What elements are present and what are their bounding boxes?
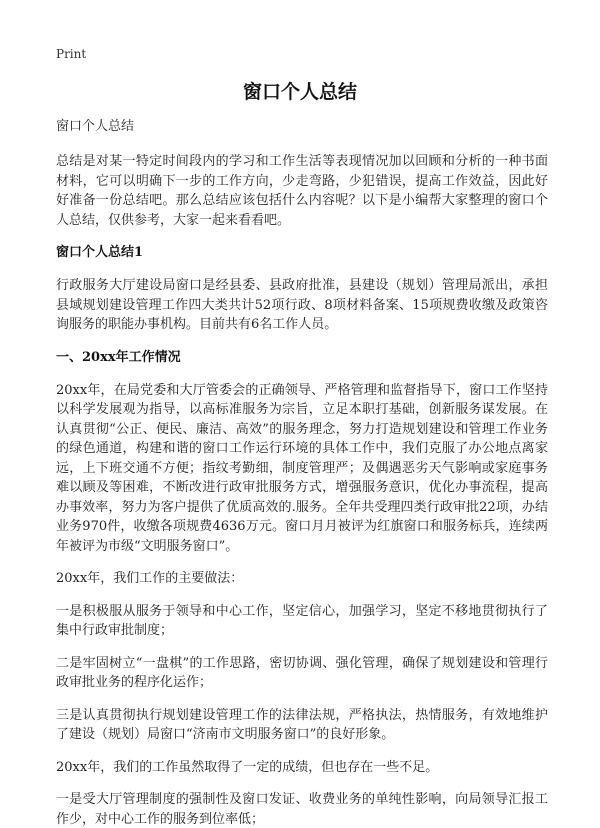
- paragraph: 三是认真贯彻执行规划建设管理工作的法律法规，严格执法，热情服务，有效地维护了建设（规划）局窗口“济南市文明服务窗口”的良好形象。: [56, 707, 548, 742]
- paragraph: 行政服务大厅建设局窗口是经县委、县政府批准，县建设（规划）管理局派出，承担县域规划建设管理工作四大类共计52项行政、8项材料备案、15项规费收缴及政策咨询服务的职能办事机构。目前共有6名工作人员。: [56, 278, 548, 332]
- paragraph: 一是积极服从服务于领导和中心工作，坚定信心，加强学习，坚定不移地贯彻执行了集中行政审批制度；: [56, 603, 548, 638]
- document-body: [56, 117, 548, 828]
- document-subtitle: 窗口个人总结: [56, 119, 135, 134]
- paragraph: 20xx年，我们的工作虽然取得了一定的成绩，但也存在一些不足。: [56, 759, 439, 775]
- sub-heading: 一、20xx年工作情况: [56, 349, 181, 365]
- paragraph: 二是牢固树立“一盘棋”的工作思路，密切协调、强化管理，确保了规划建设和管理行政审批业务的程序化运作；: [56, 655, 548, 690]
- print-link[interactable]: Print: [56, 47, 87, 61]
- section-heading: 窗口个人总结1: [56, 245, 144, 260]
- paragraph: 20xx年，在局党委和大厅管委会的正确领导、严格管理和监督指导下，窗口工作坚持以科学发展观为指导，以高标准服务为宗旨，立足本职打基础，创新服务谋发展。在认真贯彻“公正、便民、廉洁、高效”的服务理念，努力打造规划建设和管理工作业务的绿色通道，构建和谐的窗口工作运行环境的具体工作中，我们克服了办公地点离家远，上下班交通不方便；指纹考勤细，制度管理严；及偶遇恶劣天气影响或家庭事务难以顾及等困难，不断改进行政审批服务方式，增强服务意识，优化办事流程，提高办事效率，努力为客户提供了优质高效的.服务。全年共受理四类行政审批22项，办结业务970件，收缴各项规费4636万元。窗口月月被评为红旗窗口和服务标兵，连续两年被评为市级“文明服务窗口”。: [56, 382, 548, 554]
- intro-paragraph: 总结是对某一特定时间段内的学习和工作生活等表现情况加以回顾和分析的一种书面材料，它可以明确下一步的工作方向，少走弯路，少犯错误，提高工作效益，因此好好准备一份总结吧。那么总结应该包括什么内容呢？以下是小编帮大家整理的窗口个人总结，仅供参考，大家一起来看看吧。: [56, 154, 548, 228]
- paragraph: 20xx年，我们工作的主要做法：: [56, 571, 244, 586]
- paragraph: 一是受大厅管理制度的强制性及窗口发证、收费业务的单纯性影响，向局领导汇报工作少，对中心工作的服务到位率低；: [56, 792, 548, 827]
- document-title: 窗口个人总结: [242, 81, 357, 103]
